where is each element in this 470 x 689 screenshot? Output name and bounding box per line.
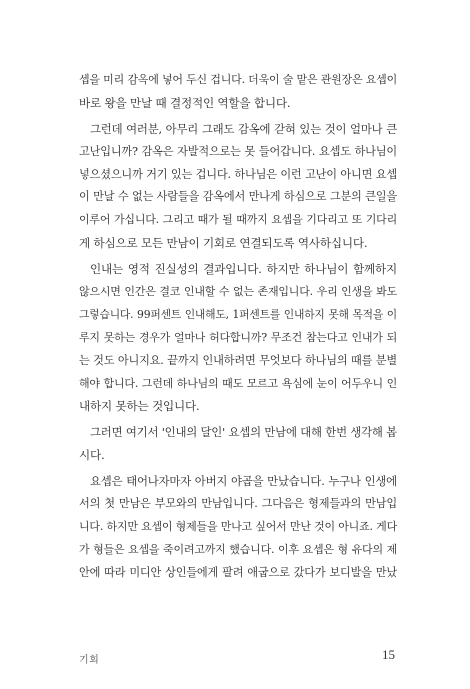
paragraph-4	[79, 421, 397, 467]
text-line: 이 만날 수 없는 사람들을 감옥에서 만나게 하심으로 그분의 큰일을	[79, 190, 397, 204]
text-line: 그러면 여기서 '인내의 달인' 요셉의 만남에 대해 한번 생각해 봅	[90, 425, 397, 440]
running-title: 기회	[79, 655, 100, 666]
paragraph-5	[79, 470, 397, 584]
text-line: 그런데 여러분, 아무리 그래도 감옥에 갇혀 있는 것이 얼마나 큰	[90, 121, 397, 136]
text-line: 인내는 영적 진실성의 결과입니다. 하지만 하나님이 함께하지	[90, 262, 397, 277]
text-line: 고난입니까? 감옥은 자발적으로는 못 들어갑니다. 요셉도 하나님이	[79, 144, 397, 158]
text-line: 는 것도 아니지요. 끝까지 인내하려면 무엇보다 하나님의 때를 분별	[79, 353, 397, 367]
text-line: 셉을 미리 감옥에 넣어 두신 겁니다. 더욱이 술 맡은 관원장은 요셉이	[79, 73, 397, 86]
text-line: 니다. 하지만 요셉이 형제들을 만나고 싶어서 만난 것이 아니죠. 게다	[79, 519, 397, 533]
text-line: 게 하심으로 모든 만남이 기회로 연결되도록 역사하십니다.	[79, 236, 368, 251]
paragraph-3	[79, 258, 397, 418]
text-line: 않으시면 인간은 결코 인내할 수 없는 존재입니다. 우리 인생을 봐도	[79, 285, 397, 299]
paragraph-1	[79, 69, 397, 115]
text-line: 루지 못하는 경우가 얼마나 허다합니까? 무조건 참는다고 인내가 되	[79, 330, 397, 344]
paragraph-2	[79, 118, 397, 255]
text-line: 그렇습니다. 99퍼센트 인내해도, 1퍼센트를 인내하지 못해 목적을 이	[79, 307, 397, 321]
body-text	[79, 69, 397, 588]
text-line: 서의 첫 만남은 부모와의 만남입니다. 그다음은 형제들과의 만남입	[79, 497, 397, 511]
text-line: 이루어 가십니다. 그리고 때가 될 때까지 요셉을 기다리고 또 기다리	[79, 213, 397, 227]
text-line: 바로 왕을 만날 때 결정적인 역할을 합니다.	[79, 95, 291, 110]
text-line: 시다.	[79, 448, 105, 463]
text-line: 안에 따라 미디안 상인들에게 팔려 애굽으로 갔다가 보디발을 만났	[79, 565, 397, 579]
text-line: 요셉은 태어나자마자 아버지 야곱을 만났습니다. 누구나 인생에	[90, 474, 397, 489]
text-line: 가 형들은 요셉을 죽이려고까지 했습니다. 이후 요셉은 형 유다의 제	[79, 542, 397, 556]
text-line: 넣으셨으니까 거기 있는 겁니다. 하나님은 이런 고난이 아니면 요셉	[79, 167, 397, 181]
text-line: 내하지 못하는 것입니다.	[79, 399, 200, 414]
text-line: 해야 합니다. 그런데 하나님의 때도 모르고 욕심에 눈이 어두우니 인	[79, 376, 397, 390]
page-number: 15	[382, 647, 395, 662]
